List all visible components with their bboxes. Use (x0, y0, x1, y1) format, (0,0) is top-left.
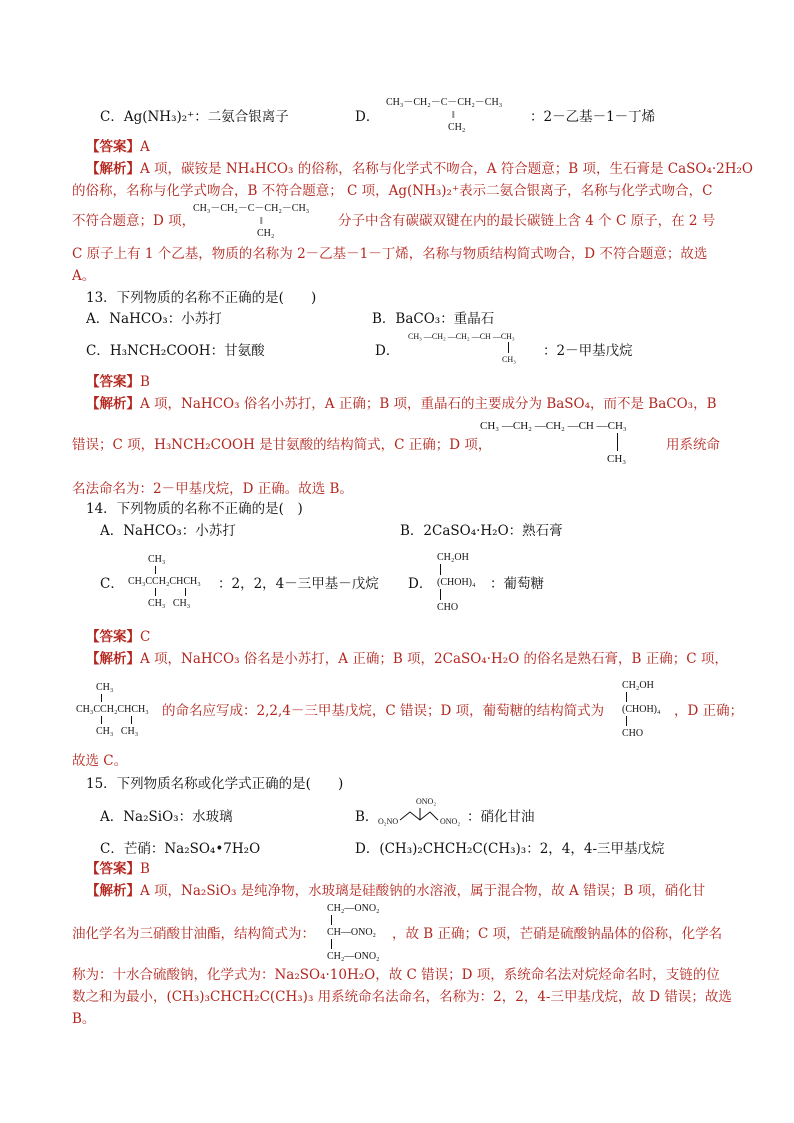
q15-option-b-structure-right: ONO₂ (440, 817, 461, 826)
q14-explanation-glucose-bond-top (626, 692, 627, 702)
q14-option-c-structure-main: CH₃CCH₂CHCH₃ (128, 576, 201, 587)
q14-answer: 【答案】C (86, 629, 151, 645)
q13-explanation-structure-main: CH₃ —CH₂ —CH₂ —CH —CH₃ (480, 420, 627, 432)
q13-option-d-structure-main: CH₃ —CH₂ —CH₂ —CH —CH₃ (408, 332, 515, 341)
q14-option-c-bond-bottom-1 (155, 588, 156, 596)
q15-explanation-structure-1: CH₂—ONO₂ (327, 903, 380, 914)
q14-explanation-glucose-bottom: CHO (622, 728, 644, 739)
q14-option-d-bond-top (440, 564, 441, 575)
q14-option-c-structure-bottom: CH₃ CH₃ (148, 598, 191, 609)
q13-explanation-line-2a: 错误；C 项，H₃NCH₂COOH 是甘氨酸的结构简式，C 正确；D 项， (72, 437, 492, 453)
q14-option-c-prefix: C． (100, 576, 124, 592)
q13-option-c: C．H₃NCH₂COOH：甘氨酸 (86, 343, 265, 359)
q14-option-d-structure-bottom: CHO (437, 602, 459, 613)
q13-answer: 【答案】B (86, 374, 150, 390)
q14-explanation-line-2b: ，D 正确； (674, 703, 744, 719)
q12-explanation-structure-branch: CH₂ (257, 228, 275, 239)
q12-explanation-line-5: A。 (72, 268, 96, 284)
q15-explanation-line-1: 【解析】A 项，Na₂SiO₃ 是纯净物，水玻璃是硅酸钠的水溶液，属于混合物，故 A 错误；B 项，硝化甘 (86, 883, 706, 899)
q14-explanation-bond-bottom-1 (101, 716, 102, 724)
q14-option-d-name: ：葡萄糖 (490, 576, 544, 592)
q13-stem: 13．下列物质的名称不正确的是( ) (86, 290, 317, 306)
q12-explanation-structure-main: CH₃－CH₂－C－CH₂－CH₃ (193, 203, 310, 214)
q14-explanation-line-3: 故选 C。 (72, 753, 128, 769)
q13-option-d-name: ：2－甲基戊烷 (543, 343, 633, 359)
q12-option-c: C．Ag(NH₃)₂⁺：二氨合银离子 (100, 109, 289, 125)
q12-explanation-line-2: 的俗称，名称与化学式吻合，B 不符合题意； C 项，Ag(NH₃)₂⁺表示二氨合银离子，名称与化学式吻合，C (72, 183, 713, 199)
q14-explanation-line-2a: 的命名应写成：2,2,4－三甲基戊烷，C 错误；D 项，葡萄糖的结构简式为 (162, 703, 605, 719)
q15-explanation-line-3: 称为：十水合硫酸钠，化学式为：Na₂SO₄·10H₂O，故 C 错误；D 项，系统命名法对烷烃命名时，支链的位 (72, 967, 720, 983)
q15-option-b-structure-top: ONO₂ (416, 797, 437, 806)
q15-option-a: A．Na₂SiO₃：水玻璃 (100, 809, 233, 825)
q13-option-b: B．BaCO₃：重晶石 (372, 311, 495, 327)
q13-explanation-line-1: 【解析】A 项，NaHCO₃ 俗名小苏打，A 正确；B 项，重晶石的主要成分为 BaSO₄，而不是 BaCO₃，B (86, 396, 717, 412)
q13-explanation-line-3: 名法命名为：2－甲基戊烷，D 正确。故选 B。 (72, 481, 353, 497)
q14-stem: 14．下列物质的名称不正确的是( ) (86, 501, 303, 517)
q14-explanation-structure-main: CH₃CCH₂CHCH₃ (76, 704, 149, 715)
q12-explanation-line-3a: 不符合题意；D 项， (72, 213, 196, 229)
q14-option-d-structure-mid: (CHOH)₄ (437, 577, 476, 588)
q15-option-b-structure-left: O₂NO (378, 817, 399, 826)
q14-option-b: B．2CaSO₄·H₂O：熟石膏 (400, 523, 563, 539)
q15-explanation-structure-3: CH₂—ONO₂ (327, 951, 380, 962)
q13-explanation-bond (617, 433, 618, 451)
q12-option-d-prefix: D． (355, 109, 380, 125)
q14-explanation-line-1: 【解析】A 项，NaHCO₃ 俗名是小苏打，A 正确；B 项，2CaSO₄·H₂O 的俗名是熟石膏，B 正确；C 项， (86, 651, 728, 667)
q15-option-b-skeleton (398, 806, 440, 822)
q14-option-d-structure-top: CH₂OH (437, 552, 469, 563)
q12-explanation-line-4: C 原子上有 1 个乙基，物质的名称为 2－乙基－1－丁烯，名称与物质结构简式吻合，D 不符合题意；故选 (72, 246, 708, 262)
q13-option-d-prefix: D． (375, 343, 400, 359)
q14-explanation-glucose-top: CH₂OH (622, 680, 654, 691)
q15-explanation-bond-1 (331, 915, 332, 925)
q14-option-c-name: ：2，2，4－三甲基－戊烷 (218, 576, 379, 592)
q12-answer: 【答案】A (86, 139, 150, 155)
q13-option-d-structure-branch: CH₃ (502, 355, 516, 364)
q12-explanation-line-3b: 分子中含有碳碳双键在内的最长碳链上含 4 个 C 原子，在 2 号 (338, 213, 716, 229)
q14-option-a: A．NaHCO₃：小苏打 (100, 523, 236, 539)
q15-explanation-line-4: 数之和为最小，(CH₃)₃CHCH₂C(CH₃)₃ 用系统命名法命名，名称为：2，2，4-三甲基戊烷，故 D 错误；故选 (72, 989, 732, 1005)
q14-explanation-bond-top (101, 694, 102, 702)
q14-explanation-bond-bottom-2 (131, 716, 132, 724)
q14-option-c-bond-top (155, 566, 156, 574)
q12-option-d-structure-main: CH₃－CH₂－C－CH₂－CH₃ (386, 97, 503, 108)
q15-option-b-name: ：硝化甘油 (467, 809, 535, 825)
q14-option-c-structure-top: CH₃ (148, 554, 166, 565)
q13-explanation-structure-branch: CH₃ (607, 453, 627, 465)
q14-explanation-glucose-mid: (CHOH)₄ (622, 704, 661, 715)
q12-option-d-structure-branch: CH₂ (448, 122, 466, 133)
q13-option-a: A．NaHCO₃：小苏打 (86, 311, 222, 327)
q13-explanation-line-2b: 用系统命 (666, 437, 720, 453)
q13-option-d-bond (508, 342, 509, 353)
q14-option-c-bond-bottom-2 (185, 588, 186, 596)
q14-explanation-glucose-bond-bottom (626, 716, 627, 726)
q14-option-d-bond-bottom (440, 589, 441, 600)
q15-option-c: C．芒硝：Na₂SO₄•7H₂O (100, 841, 261, 857)
q15-explanation-line-2a: 油化学名为三硝酸甘油酯，结构简式为： (72, 926, 315, 942)
q12-option-d-double-bond: ‖ (452, 110, 455, 121)
q15-option-d: D．(CH₃)₂CHCH₂C(CH₃)₃：2，4，4-三甲基戊烷 (355, 841, 665, 857)
q15-option-b-prefix: B． (355, 809, 379, 825)
q15-explanation-structure-2: CH—ONO₂ (327, 927, 377, 938)
q14-explanation-structure-bottom: CH₃ CH₃ (96, 726, 139, 737)
q14-explanation-structure-top: CH₃ (96, 682, 114, 693)
q12-option-d-name: ：2－乙基－1－丁烯 (530, 109, 656, 125)
q15-explanation-line-5: B。 (72, 1011, 96, 1027)
q12-explanation-line-1: 【解析】A 项，碳铵是 NH₄HCO₃ 的俗称，名称与化学式不吻合，A 符合题意；B 项，生石膏是 CaSO₄·2H₂O (86, 161, 753, 177)
q12-explanation-double-bond: ‖ (260, 216, 263, 227)
q14-option-d-prefix: D． (408, 576, 433, 592)
q15-answer: 【答案】B (86, 861, 150, 877)
q15-explanation-bond-2 (331, 939, 332, 949)
q15-explanation-line-2b: ，故 B 正确；C 项，芒硝是硫酸钠晶体的俗称，化学名 (392, 926, 723, 942)
q15-stem: 15．下列物质名称或化学式正确的是( ) (86, 776, 344, 792)
